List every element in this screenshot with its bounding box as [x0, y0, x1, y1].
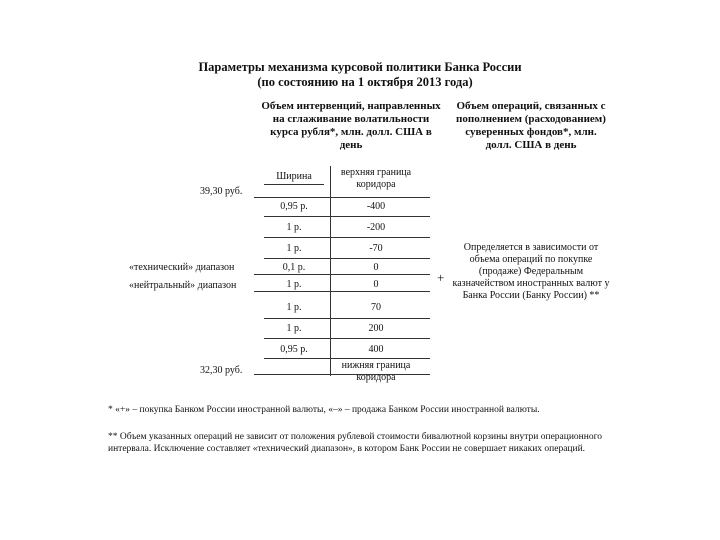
- table-row-width: 1 р.: [286, 222, 302, 233]
- row-divider: [264, 258, 430, 259]
- table-row-width: 0,1 р.: [282, 262, 306, 273]
- row-divider: [264, 338, 430, 339]
- table-row-value: 400: [368, 344, 384, 355]
- sovereign-funds-description: Определяется в зависимости от объема операций по покупке (продаже) Федеральным казначейством иностранных валют у Банка России (Банку России) **: [452, 242, 610, 301]
- width-header-underline: [264, 184, 324, 185]
- table-row-width: 1 р.: [286, 243, 302, 254]
- row-divider: [264, 318, 430, 319]
- table-row-width: 1 р.: [286, 302, 302, 313]
- neutral-range-label: «нейтральный» диапазон: [129, 280, 237, 291]
- table-row-value: 200: [368, 323, 384, 334]
- row-divider: [264, 358, 430, 359]
- table-column-divider: [330, 166, 331, 376]
- upper-boundary-header: верхняя граница коридора: [340, 167, 412, 190]
- interventions-header: Объем интервенций, направленных на сглаживание волатильности курса рубля*, млн. долл. США в день: [261, 100, 441, 151]
- table-row-width: 0,95 р.: [280, 201, 308, 212]
- title-line-2: (по состоянию на 1 октября 2013 года): [257, 75, 473, 89]
- table-row-width: 0,95 р.: [280, 344, 308, 355]
- page-title: [0, 60, 720, 90]
- technical-range-label: «технический» диапазон: [129, 262, 235, 273]
- table-row-value: 0: [373, 262, 379, 273]
- table-row-value: 70: [371, 302, 381, 313]
- row-divider: [264, 237, 430, 238]
- table-row-width: 1 р.: [286, 279, 302, 290]
- row-divider: [264, 216, 430, 217]
- neutral-range-line: [254, 291, 430, 292]
- title-line-1: Параметры механизма курсовой политики Банка России: [198, 60, 522, 74]
- width-column-header: Ширина: [276, 171, 312, 182]
- lower-boundary-header: нижняя граница коридора: [341, 360, 411, 383]
- table-row-value: -70: [369, 243, 383, 254]
- lower-bound-label: 32,30 руб.: [200, 365, 243, 376]
- sovereign-funds-header: Объем операций, связанных с пополнением (расходованием) суверенных фондов*, млн. долл. США в день: [456, 100, 606, 151]
- table-row-value: -400: [366, 201, 386, 212]
- footnote-1: * «+» – покупка Банком России иностранной валюты, «–» – продажа Банком России иностранной валюты.: [108, 405, 540, 415]
- upper-bound-label: 39,30 руб.: [200, 186, 243, 197]
- table-row-value: 0: [373, 279, 379, 290]
- footnote-2: ** Объем указанных операций не зависит от положения рублевой стоимости бивалютной корзины внутри операционного интервала. Исключение составляет «технический диапазон», в котором Банк России не совершает никаких операций.: [108, 432, 602, 454]
- technical-range-line: [254, 274, 430, 275]
- table-row-value: -200: [366, 222, 386, 233]
- table-row-width: 1 р.: [286, 323, 302, 334]
- upper-bound-line: [254, 197, 430, 198]
- plus-sign: +: [437, 270, 445, 285]
